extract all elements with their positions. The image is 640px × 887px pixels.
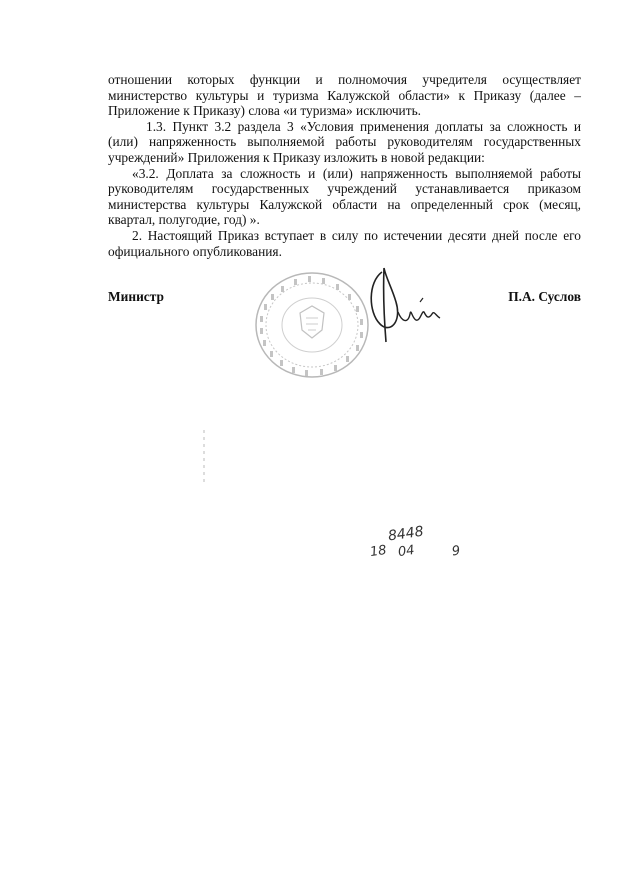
signer-name: П.А. Суслов bbox=[508, 289, 581, 304]
handwritten-day: 18 bbox=[369, 542, 388, 561]
paragraph-3: «3.2. Доплата за сложность и (или) напряженность выполняемой работы руководителям государственных учреждений устанавливается приказом министерства культуры Калужской области на определенный срок (месяц, квартал, полугодие, год) ». bbox=[108, 165, 581, 228]
paragraph-4: 2. Настоящий Приказ вступает в силу по истечении десяти дней после его официального опубликования. bbox=[108, 227, 581, 259]
handwritten-month: 04 bbox=[397, 542, 416, 561]
document-body bbox=[108, 72, 581, 259]
signer-position: Министр bbox=[108, 289, 164, 304]
handwritten-number: 8448 bbox=[387, 523, 425, 545]
paragraph-2: 1.3. Пункт 3.2 раздела 3 «Условия применения доплаты за сложность и (или) напряженность выполняемой работы руководителям государственных учреждений» Приложения к Приказу изложить в новой редакции: bbox=[108, 118, 581, 165]
handwritten-extra: 9 bbox=[450, 543, 462, 560]
paragraph-1: отношении которых функции и полномочия учредителя осуществляет министерство культуры и туризма Калужской области» к Приказу (далее – Приложение к Приказу) слова «и туризма» исключить. bbox=[108, 72, 581, 119]
handwritten-signature-icon bbox=[350, 262, 460, 352]
scan-mark-icon bbox=[203, 430, 205, 485]
